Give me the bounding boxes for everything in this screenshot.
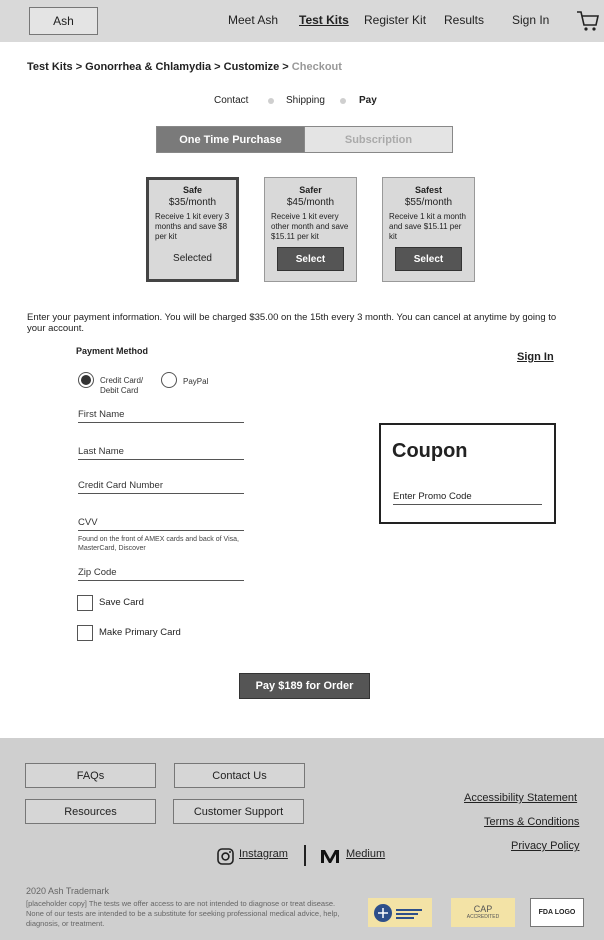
plan-card-safest bbox=[382, 177, 475, 282]
coupon-box bbox=[379, 423, 556, 524]
primary-card-checkbox[interactable] bbox=[77, 625, 93, 641]
payment-notice: Enter your payment information. You will be charged $35.00 on the 15th every 3 month. You can cancel at anytime by going to your account. bbox=[27, 312, 557, 334]
accreditation-logo-icon bbox=[370, 900, 430, 926]
cap-badge-label: CAP bbox=[473, 903, 493, 914]
paypal-radio[interactable] bbox=[161, 372, 177, 388]
paypal-label: PayPal bbox=[183, 377, 209, 386]
purchase-type-toggle bbox=[156, 126, 453, 153]
cap-badge-sub: ACCREDITED bbox=[466, 913, 500, 920]
contact-us-button[interactable]: Contact Us bbox=[174, 763, 305, 788]
cvv-field[interactable]: CVV bbox=[78, 517, 244, 531]
logo[interactable]: Ash bbox=[29, 7, 98, 35]
select-safer-button[interactable]: Select bbox=[277, 247, 344, 271]
step-dot bbox=[340, 98, 346, 104]
plan-card-safer bbox=[264, 177, 357, 282]
plan-card-safe[interactable] bbox=[146, 177, 239, 282]
promo-code-input[interactable]: Enter Promo Code bbox=[393, 491, 542, 505]
social-divider bbox=[304, 845, 306, 866]
subscription-tab[interactable]: Subscription bbox=[304, 127, 452, 152]
cvv-help-text: Found on the front of AMEX cards and back of Visa, MasterCard, Discover bbox=[78, 536, 239, 552]
plan-price: $55/month bbox=[404, 197, 453, 208]
save-card-label: Save Card bbox=[99, 597, 144, 608]
plan-description: Receive 1 kit every 3 months and save $8 per kit bbox=[155, 212, 230, 241]
sign-in-link[interactable]: Sign In bbox=[517, 351, 554, 363]
zip-code-field[interactable]: Zip Code bbox=[78, 567, 244, 581]
faqs-button[interactable]: FAQs bbox=[25, 763, 156, 788]
breadcrumb bbox=[27, 61, 342, 73]
medium-link[interactable]: Medium bbox=[346, 848, 386, 860]
plan-price: $35/month bbox=[168, 197, 217, 208]
breadcrumb-path[interactable]: Test Kits > Gonorrhea & Chlamydia > Customize > bbox=[27, 61, 289, 73]
pay-order-button[interactable]: Pay $189 for Order bbox=[239, 673, 370, 699]
site-header bbox=[0, 0, 604, 42]
trademark: 2020 Ash Trademark bbox=[26, 886, 110, 896]
customer-support-button[interactable]: Customer Support bbox=[173, 799, 304, 824]
coupon-title: Coupon bbox=[392, 440, 468, 462]
nav-test-kits[interactable]: Test Kits bbox=[299, 13, 349, 27]
payment-method-title: Payment Method bbox=[76, 346, 149, 356]
step-dot bbox=[268, 98, 274, 104]
plan-name: Safest bbox=[414, 185, 442, 195]
save-card-checkbox[interactable] bbox=[77, 595, 93, 611]
fda-logo-badge: FDA LOGO bbox=[530, 898, 584, 927]
medium-icon[interactable] bbox=[320, 849, 340, 864]
instagram-icon[interactable] bbox=[217, 848, 234, 865]
privacy-link[interactable]: Privacy Policy bbox=[511, 840, 580, 852]
cart-icon[interactable] bbox=[576, 9, 600, 33]
plan-price: $45/month bbox=[286, 197, 335, 208]
first-name-field[interactable]: First Name bbox=[78, 409, 244, 423]
plan-description: Receive 1 kit a month and save $15.11 per kit bbox=[389, 212, 466, 241]
nav-results[interactable]: Results bbox=[444, 13, 485, 27]
nav-sign-in[interactable]: Sign In bbox=[512, 13, 550, 27]
credit-card-radio[interactable] bbox=[78, 372, 94, 388]
plan-description: Receive 1 kit every other month and save $15.11 per kit bbox=[271, 212, 349, 241]
plan-selected-label: Selected bbox=[173, 253, 212, 264]
step-pay: Pay bbox=[359, 95, 377, 106]
plan-name: Safer bbox=[299, 185, 322, 195]
step-contact: Contact bbox=[214, 95, 249, 106]
disclaimer: [placeholder copy] The tests we offer access to are not intended to diagnose or treat disease. None of our tests are intended to be a substitute for seeking professional medical advice, help, diagnosis, or treatment. bbox=[26, 899, 340, 928]
cap-badge bbox=[451, 898, 515, 927]
nav-register-kit[interactable]: Register Kit bbox=[364, 13, 427, 27]
select-safest-button[interactable]: Select bbox=[395, 247, 462, 271]
nav-meet-ash[interactable]: Meet Ash bbox=[228, 13, 279, 27]
last-name-field[interactable]: Last Name bbox=[78, 446, 244, 460]
primary-card-label: Make Primary Card bbox=[99, 627, 181, 638]
resources-button[interactable]: Resources bbox=[25, 799, 156, 824]
instagram-link[interactable]: Instagram bbox=[239, 848, 288, 860]
breadcrumb-current: Checkout bbox=[291, 61, 342, 73]
credit-card-label: Credit Card/ Debit Card bbox=[100, 376, 144, 395]
accessibility-link[interactable]: Accessibility Statement bbox=[464, 792, 578, 804]
terms-link[interactable]: Terms & Conditions bbox=[484, 816, 580, 828]
step-shipping: Shipping bbox=[286, 95, 325, 106]
card-number-field[interactable]: Credit Card Number bbox=[78, 480, 244, 494]
accreditation-badge bbox=[368, 898, 432, 927]
plan-name: Safe bbox=[182, 185, 202, 195]
one-time-purchase-tab[interactable]: One Time Purchase bbox=[157, 127, 304, 152]
